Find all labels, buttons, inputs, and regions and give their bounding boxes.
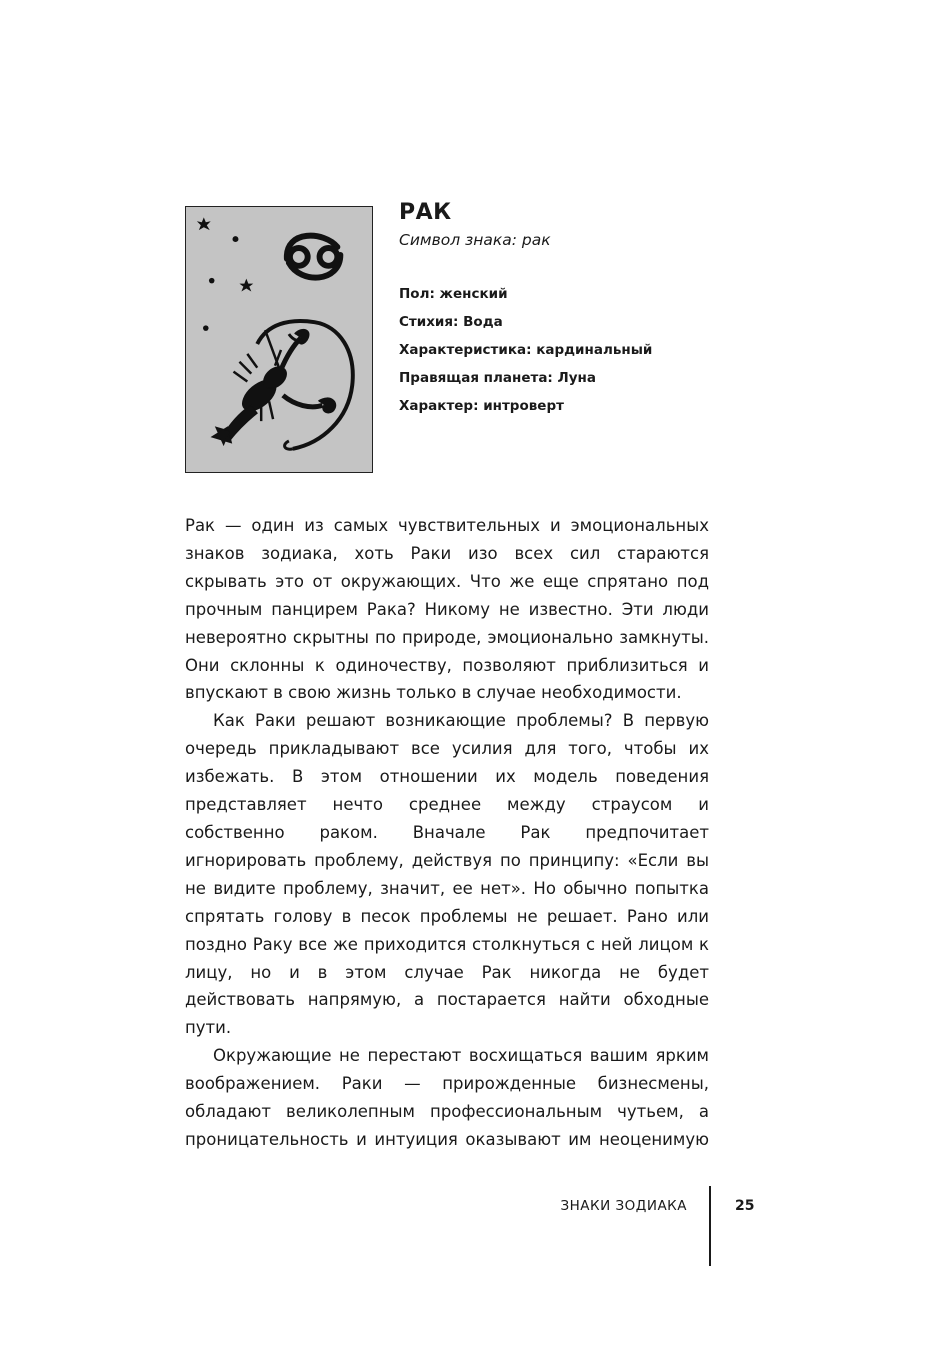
page-number: 25 (735, 1198, 755, 1214)
sign-symbol-subtitle: Символ знака: рак (399, 231, 551, 249)
fact-character: Характер: интроверт (399, 398, 564, 414)
fact-gender: Пол: женский (399, 286, 508, 302)
stars-decoration (197, 217, 253, 331)
cancer-crayfish-illustration-icon (186, 207, 372, 472)
sign-title: РАК (399, 200, 452, 225)
sign-header (399, 198, 719, 420)
crayfish-silhouette (212, 321, 353, 449)
paragraph: Рак — один из самых чувствительных и эмоциональных знаков зодиака, хоть Раки изо всех сил стараются скрывать это от окружающих. Что же еще спрятано под прочным панцирем Рака? Никому не известно. Эти люди невероятно скрытны по природе, эмоционально замкнуты. Они склонны к одиночеству, позволяют приблизиться и впускают в свою жизнь только в случае необходимости. (185, 516, 709, 703)
fact-element: Стихия: Вода (399, 314, 503, 330)
fact-ruling-planet: Правящая планета: Луна (399, 370, 596, 386)
running-footer-section: ЗНАКИ ЗОДИАКА (560, 1198, 687, 1214)
body-text (185, 512, 709, 1154)
cancer-glyph (287, 236, 340, 278)
footer-divider (709, 1186, 711, 1266)
sign-facts-list (399, 280, 719, 420)
cancer-illustration (185, 206, 373, 473)
paragraph: Как Раки решают возникающие проблемы? В первую очередь прикладывают все усилия для того, чтобы их избежать. В этом отношении их модель поведения представляет нечто среднее между страусом и собственно раком. Вначале Рак предпочитает игнорировать проблему, действуя по принципу: «Если вы не видите проблему, значит, ее нет». Но обычно попытка спрятать голову в песок проблемы не решает. Рано или поздно Раку все же приходится столкнуться с ней лицом к лицу, но и в этом случае Рак никогда не будет действовать напрямую, а постарается найти обходные пути. (185, 711, 709, 1038)
fact-characteristic: Характеристика: кардинальный (399, 342, 653, 358)
paragraph: Окружающие не перестают восхищаться вашим ярким воображением. Раки — прирожденные бизнесмены, обладают великолепным профессиональным чутьем, а проницательность и интуиция оказывают им неоценимую (185, 1046, 709, 1149)
